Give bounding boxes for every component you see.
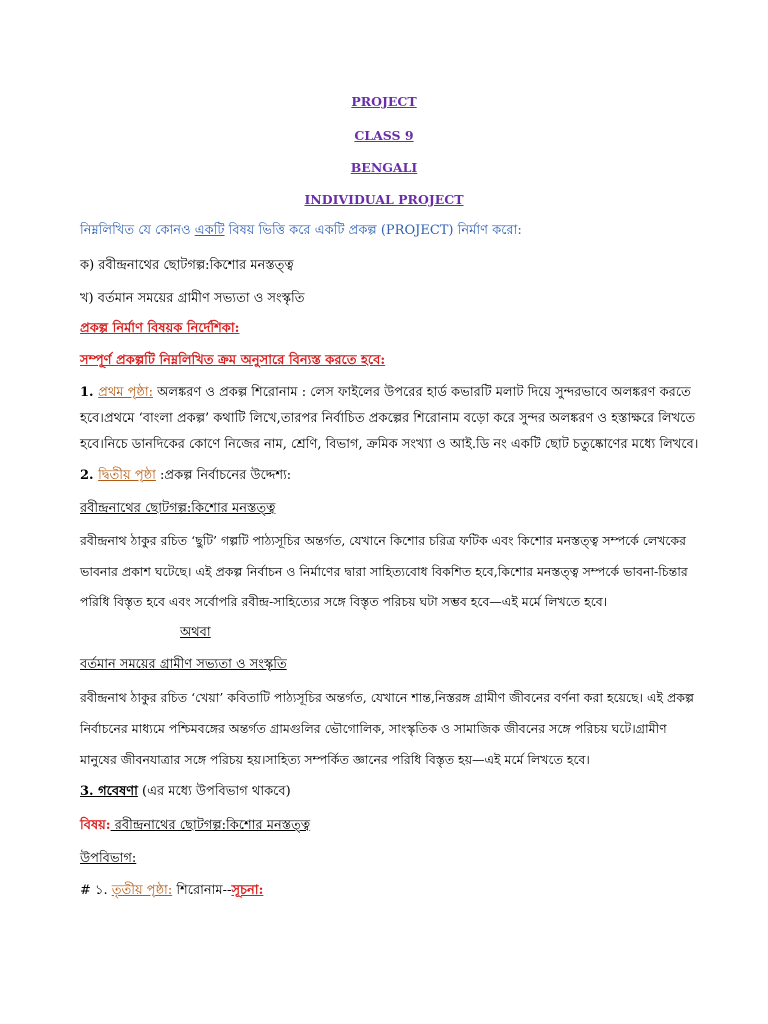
- topic-a-heading: রবীন্দ্রনাথের ছোটগল্প:কিশোর মনস্তত্ত্ব: [80, 501, 276, 516]
- option-a: ক) রবীন্দ্রনাথের ছোটগল্প:কিশোর মনস্তত্ত্ব: [80, 258, 294, 273]
- instruction-highlight: একটি: [194, 223, 225, 238]
- or-text: অথবা: [180, 625, 211, 640]
- section3-heading: [80, 783, 291, 801]
- option-b: খ) বর্তমান সময়ের গ্রামীণ সভ্যতা ও সংস্কৃতি: [80, 291, 305, 306]
- section1-line2: হবে।প্রথমে ‘বাংলা প্রকল্প’ কথাটি লিখে,তারপর নির্বাচিত প্রকল্পের শিরোনাম বড়ো করে সুন্দর অলঙ্করণ ও হস্তাক্ষরে লিখতে: [80, 411, 696, 426]
- section1-line3: হবে।নিচে ডানদিকের কোণে নিজের নাম, শ্রেণি, বিভাগ, ক্রমিক সংখ্যা ও আই.ডি নং একটি ছোট চতুষ্কোণের মধ্যে লিখবে।: [80, 437, 699, 452]
- para-b-line1: রবীন্দ্রনাথ ঠাকুর রচিত ‘খেয়া’ কবিতাটি পাঠ্যসূচির অন্তর্গত, যেখানে শান্ত,নিস্তরঙ্গ গ্রামীণ জীবনের বর্ণনা করা হয়েছে। এই প্রকল্প: [80, 690, 694, 705]
- section1-line1: [80, 384, 691, 402]
- section3-subject: [80, 817, 310, 835]
- item-title: সূচনা:: [231, 883, 264, 898]
- section1-number: 1.: [80, 385, 99, 400]
- subdivision-heading: উপবিভাগ:: [80, 851, 137, 866]
- heading-subject: BENGALI: [350, 160, 418, 175]
- arrangement-heading: সম্পূর্ণ প্রকল্পটি নিম্নলিখিত ক্রম অনুসারে বিন্যস্ত করতে হবে:: [80, 353, 386, 368]
- para-a-line1: রবীন্দ্রনাথ ঠাকুর রচিত ‘ছুটি’ গল্পটি পাঠ্যসূচির অন্তর্গত, যেখানে কিশোর চরিত্র ফটিক এবং কিশোর মনস্তত্ত্ব সম্পর্কে লেখকের: [80, 533, 687, 548]
- section1-label: প্রথম পৃষ্ঠা:: [98, 385, 154, 400]
- section2-label: দ্বিতীয় পৃষ্ঠা: [98, 468, 156, 483]
- heading-project: PROJECT: [351, 94, 417, 109]
- section2-number: 2.: [80, 468, 99, 483]
- section1-text1: অলঙ্করণ ও প্রকল্প শিরোনাম : লেস ফাইলের উপরের হার্ড কভারটি মলাট দিয়ে সুন্দরভাবে অলঙ্করণ করতে: [153, 385, 691, 400]
- para-a-line3: পরিধি বিস্তৃত হবে এবং সর্বোপরি রবীন্দ্র-সাহিত্যের সঙ্গে বিস্তৃত পরিচয় ঘটা সম্ভব হবে—এই মর্মে লিখতে হবে।: [80, 594, 608, 609]
- topic-b-heading: বর্তমান সময়ের গ্রামীণ সভ্যতা ও সংস্কৃতি: [80, 657, 287, 672]
- subject-label: বিষয়:: [80, 818, 111, 833]
- heading-individual-project: INDIVIDUAL PROJECT: [304, 192, 464, 207]
- guidance-heading: প্রকল্প নির্মাণ বিষয়ক নির্দেশিকা:: [80, 321, 240, 336]
- instruction-pre: নিম্নলিখিত যে কোনও: [80, 223, 195, 238]
- instruction-line: [80, 222, 522, 240]
- para-b-line2: নির্বাচনের মাধ্যমে পশ্চিমবঙ্গের অন্তর্গত গ্রামগুলির ভৌগোলিক, সাংস্কৃতিক ও সামাজিক জীবনের সঙ্গে পরিচয় ঘটে।গ্রামীণ: [80, 721, 667, 736]
- section3-rest: (এর মধ্যে উপবিভাগ থাকবে): [137, 784, 291, 799]
- section2-heading: [80, 467, 291, 485]
- item-label: তৃতীয় পৃষ্ঠা:: [111, 883, 173, 898]
- subdivision-item: [80, 882, 263, 900]
- para-b-line3: মানুষের জীবনযাত্রার সঙ্গে পরিচয় হয়।সাহিত্য সম্পর্কিত জ্ঞানের পরিধি বিস্তৃত হয়—এই মর্মে লিখতে হবে।: [80, 752, 590, 767]
- item-number: # ১.: [80, 883, 112, 898]
- instruction-post: বিষয় ভিত্তি করে একটি প্রকল্প (PROJECT) নির্মাণ করো:: [224, 223, 522, 238]
- section2-rest: :প্রকল্প নির্বাচনের উদ্দেশ্য:: [155, 468, 292, 483]
- para-a-line2: ভাবনার প্রকাশ ঘটেছে। এই প্রকল্প নির্বাচন ও নির্মাণের দ্বারা সাহিত্যবোধ বিকশিত হবে,কিশোর মনস্তত্ত্ব সম্পর্কে ভাবনা-চিন্তার: [80, 564, 688, 579]
- subject-value: রবীন্দ্রনাথের ছোটগল্প:কিশোর মনস্তত্ত্ব: [110, 818, 311, 833]
- section3-number: 3. গবেষণা: [80, 784, 138, 799]
- item-mid: শিরোনাম--: [172, 883, 232, 898]
- heading-class: CLASS 9: [354, 128, 414, 143]
